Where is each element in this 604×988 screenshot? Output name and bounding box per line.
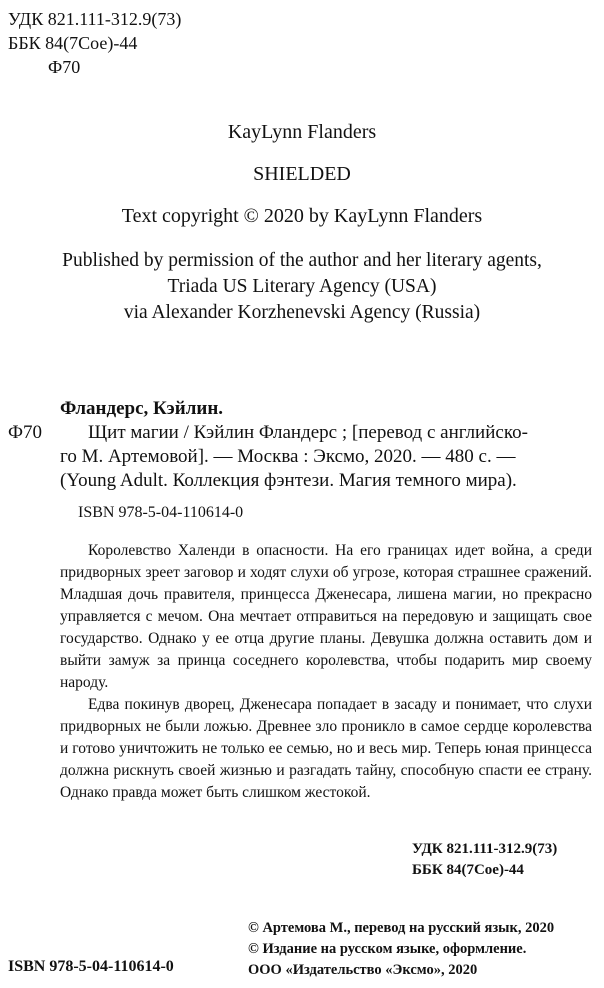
- original-title: SHIELDED: [253, 163, 351, 185]
- text-copyright: Text copyright © 2020 by KayLynn Flanders: [121, 205, 483, 227]
- bibliographic-author-mark: Ф70: [8, 422, 43, 443]
- bbk-code-bottom: ББК 84(7Сое)-44: [412, 862, 524, 878]
- udk-code-top: УДК 821.111-312.9(73): [8, 9, 182, 29]
- copyright-publisher: ООО «Издательство «Эксмо», 2020: [248, 962, 478, 978]
- bibliographic-heading: Фландерс, Кэйлин.: [60, 398, 224, 419]
- annotation-paragraph-2: Едва покинув дворец, Дженесара попадает в засаду и понимает, что слухи придворных не были ложью. Древнее зло проникло в самое сердце королевства и готово уничтожить не только ее семью, но и весь мир. Теперь юная принцесса должна рискнуть своей жизнью и разгадать тайну, способную спасти ее страну. Однако правда может быть слишком жестокой.: [60, 696, 592, 801]
- permission-line-1: Published by permission of the author and her literary agents,: [62, 250, 542, 271]
- bibliographic-line-3: (Young Adult. Коллекция фэнтези. Магия темного мира).: [60, 470, 517, 491]
- annotation: [60, 540, 592, 804]
- permission-line-3: via Alexander Korzhenevski Agency (Russia): [123, 302, 481, 323]
- copyright-translation: © Артемова М., перевод на русский язык, 2020: [248, 920, 555, 936]
- bibliographic-line-1: Щит магии / Кэйлин Фландерс ; [перевод с английско-: [88, 422, 528, 443]
- permission-line-2: Triada US Literary Agency (USA): [167, 276, 437, 297]
- isbn-bottom: ISBN 978-5-04-110614-0: [8, 958, 174, 975]
- bibliographic-line-2: го М. Артемовой]. — Москва : Эксмо, 2020. — 480 с. —: [60, 446, 516, 467]
- original-author: KayLynn Flanders: [227, 121, 377, 143]
- author-mark-top: Ф70: [48, 57, 81, 77]
- udk-code-bottom: УДК 821.111-312.9(73): [412, 841, 558, 857]
- copyright-edition: © Издание на русском языке, оформление.: [248, 941, 527, 957]
- annotation-paragraph-1: Королевство Халенди в опасности. На его границах идет война, а среди придворных зреет заговор и ходят слухи об угрозе, которая страшнее сражений. Младшая дочь правителя, принцесса Дженесара, лишена магии, но прекрасно управляется с мечом. Она мечтает отправиться на передовую и защищать свое государство. Однако у ее отца другие планы. Девушка должна оставить дом и выйти замуж за принца соседнего королевства, чтобы подарить мир своему народу.: [60, 542, 592, 691]
- bbk-code-top: ББК 84(7Сое)-44: [8, 33, 138, 53]
- bibliographic-isbn: ISBN 978-5-04-110614-0: [78, 504, 244, 521]
